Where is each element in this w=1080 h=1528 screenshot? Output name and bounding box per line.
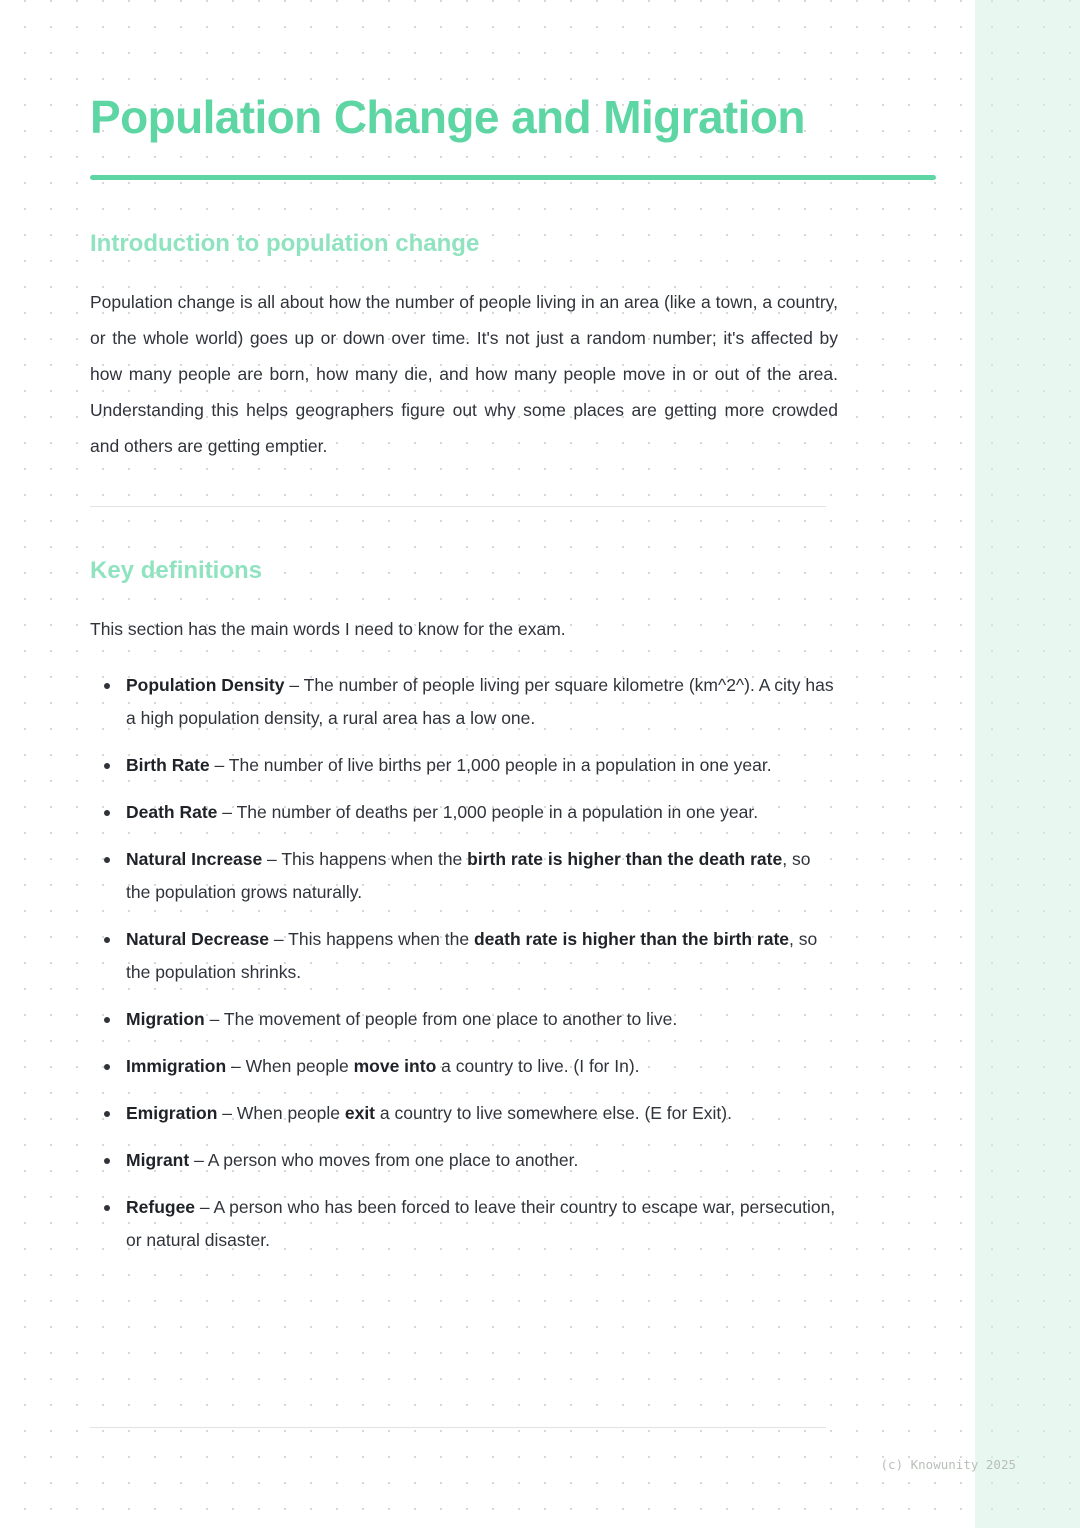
copyright-note: (c) Knowunity 2025 xyxy=(880,1457,1016,1472)
definition-text: – This happens when the xyxy=(262,848,468,869)
page-title: Population Change and Migration xyxy=(90,91,805,143)
definitions-list xyxy=(90,669,838,1257)
definition-emphasis: death rate is higher than the birth rate xyxy=(473,928,790,949)
definition-term: Natural Increase xyxy=(126,848,263,869)
definition-emphasis: move into xyxy=(353,1055,437,1076)
definition-item xyxy=(90,1191,838,1257)
definition-text: , so the population grows naturally. xyxy=(126,848,811,902)
definition-text: a country to live. (I for In). xyxy=(436,1055,640,1076)
definition-item xyxy=(90,1144,838,1177)
definition-item xyxy=(90,796,838,829)
document-content xyxy=(90,84,838,1271)
definition-text: – When people xyxy=(226,1055,354,1076)
definition-text: – A person who has been forced to leave their country to escape war, persecution, or natural disaster. xyxy=(126,1196,836,1250)
definition-text: , so the population shrinks. xyxy=(126,928,818,982)
definition-item xyxy=(90,669,838,735)
definition-term: Natural Decrease xyxy=(126,928,269,949)
definition-text: – The number of people living per square kilometre (km^2^). A city has a high population density, a rural area has a low one. xyxy=(126,674,834,728)
definition-text: – A person who moves from one place to another. xyxy=(189,1149,579,1170)
page-side-band xyxy=(975,0,1080,1528)
definition-term: Refugee xyxy=(126,1196,196,1217)
definition-term: Emigration xyxy=(126,1102,218,1123)
definition-item xyxy=(90,749,838,782)
section-heading-introduction: Introduction to population change xyxy=(90,229,480,257)
definition-term: Birth Rate xyxy=(126,754,210,775)
definition-item xyxy=(90,1097,838,1130)
footer-divider xyxy=(90,1427,826,1428)
definition-term: Death Rate xyxy=(126,801,218,822)
definition-item xyxy=(90,1050,838,1083)
page-side-band-edge xyxy=(969,0,975,1528)
key-definitions-intro: This section has the main words I need to know for the exam. xyxy=(90,618,566,639)
definition-term: Migration xyxy=(126,1008,205,1029)
section-heading-key-definitions: Key definitions xyxy=(90,556,263,584)
definition-text: – When people xyxy=(217,1102,345,1123)
title-underline xyxy=(90,175,936,180)
definition-term: Migrant xyxy=(126,1149,190,1170)
definition-item xyxy=(90,923,838,989)
definition-item xyxy=(90,843,838,909)
definition-term: Immigration xyxy=(126,1055,227,1076)
definition-text: – The movement of people from one place to another to live. xyxy=(204,1008,678,1029)
intro-paragraph: Population change is all about how the number of people living in an area (like a town, a country, or the whole world) goes up or down over time. It's not just a random number; it's affected by how many people are born, how many die, and how many people move in or out of the area. Understanding this helps geographers figure out why some places are getting more crowded and others are getting emptier. xyxy=(90,291,838,456)
definition-emphasis: exit xyxy=(344,1102,376,1123)
definition-text: a country to live somewhere else. (E for Exit). xyxy=(375,1102,732,1123)
definition-emphasis: birth rate is higher than the death rate xyxy=(467,848,783,869)
section-divider xyxy=(90,506,826,507)
definition-item xyxy=(90,1003,838,1036)
definition-text: – This happens when the xyxy=(269,928,474,949)
definition-term: Population Density xyxy=(126,674,285,695)
definition-text: – The number of live births per 1,000 people in a population in one year. xyxy=(209,754,772,775)
definition-text: – The number of deaths per 1,000 people in a population in one year. xyxy=(217,801,759,822)
